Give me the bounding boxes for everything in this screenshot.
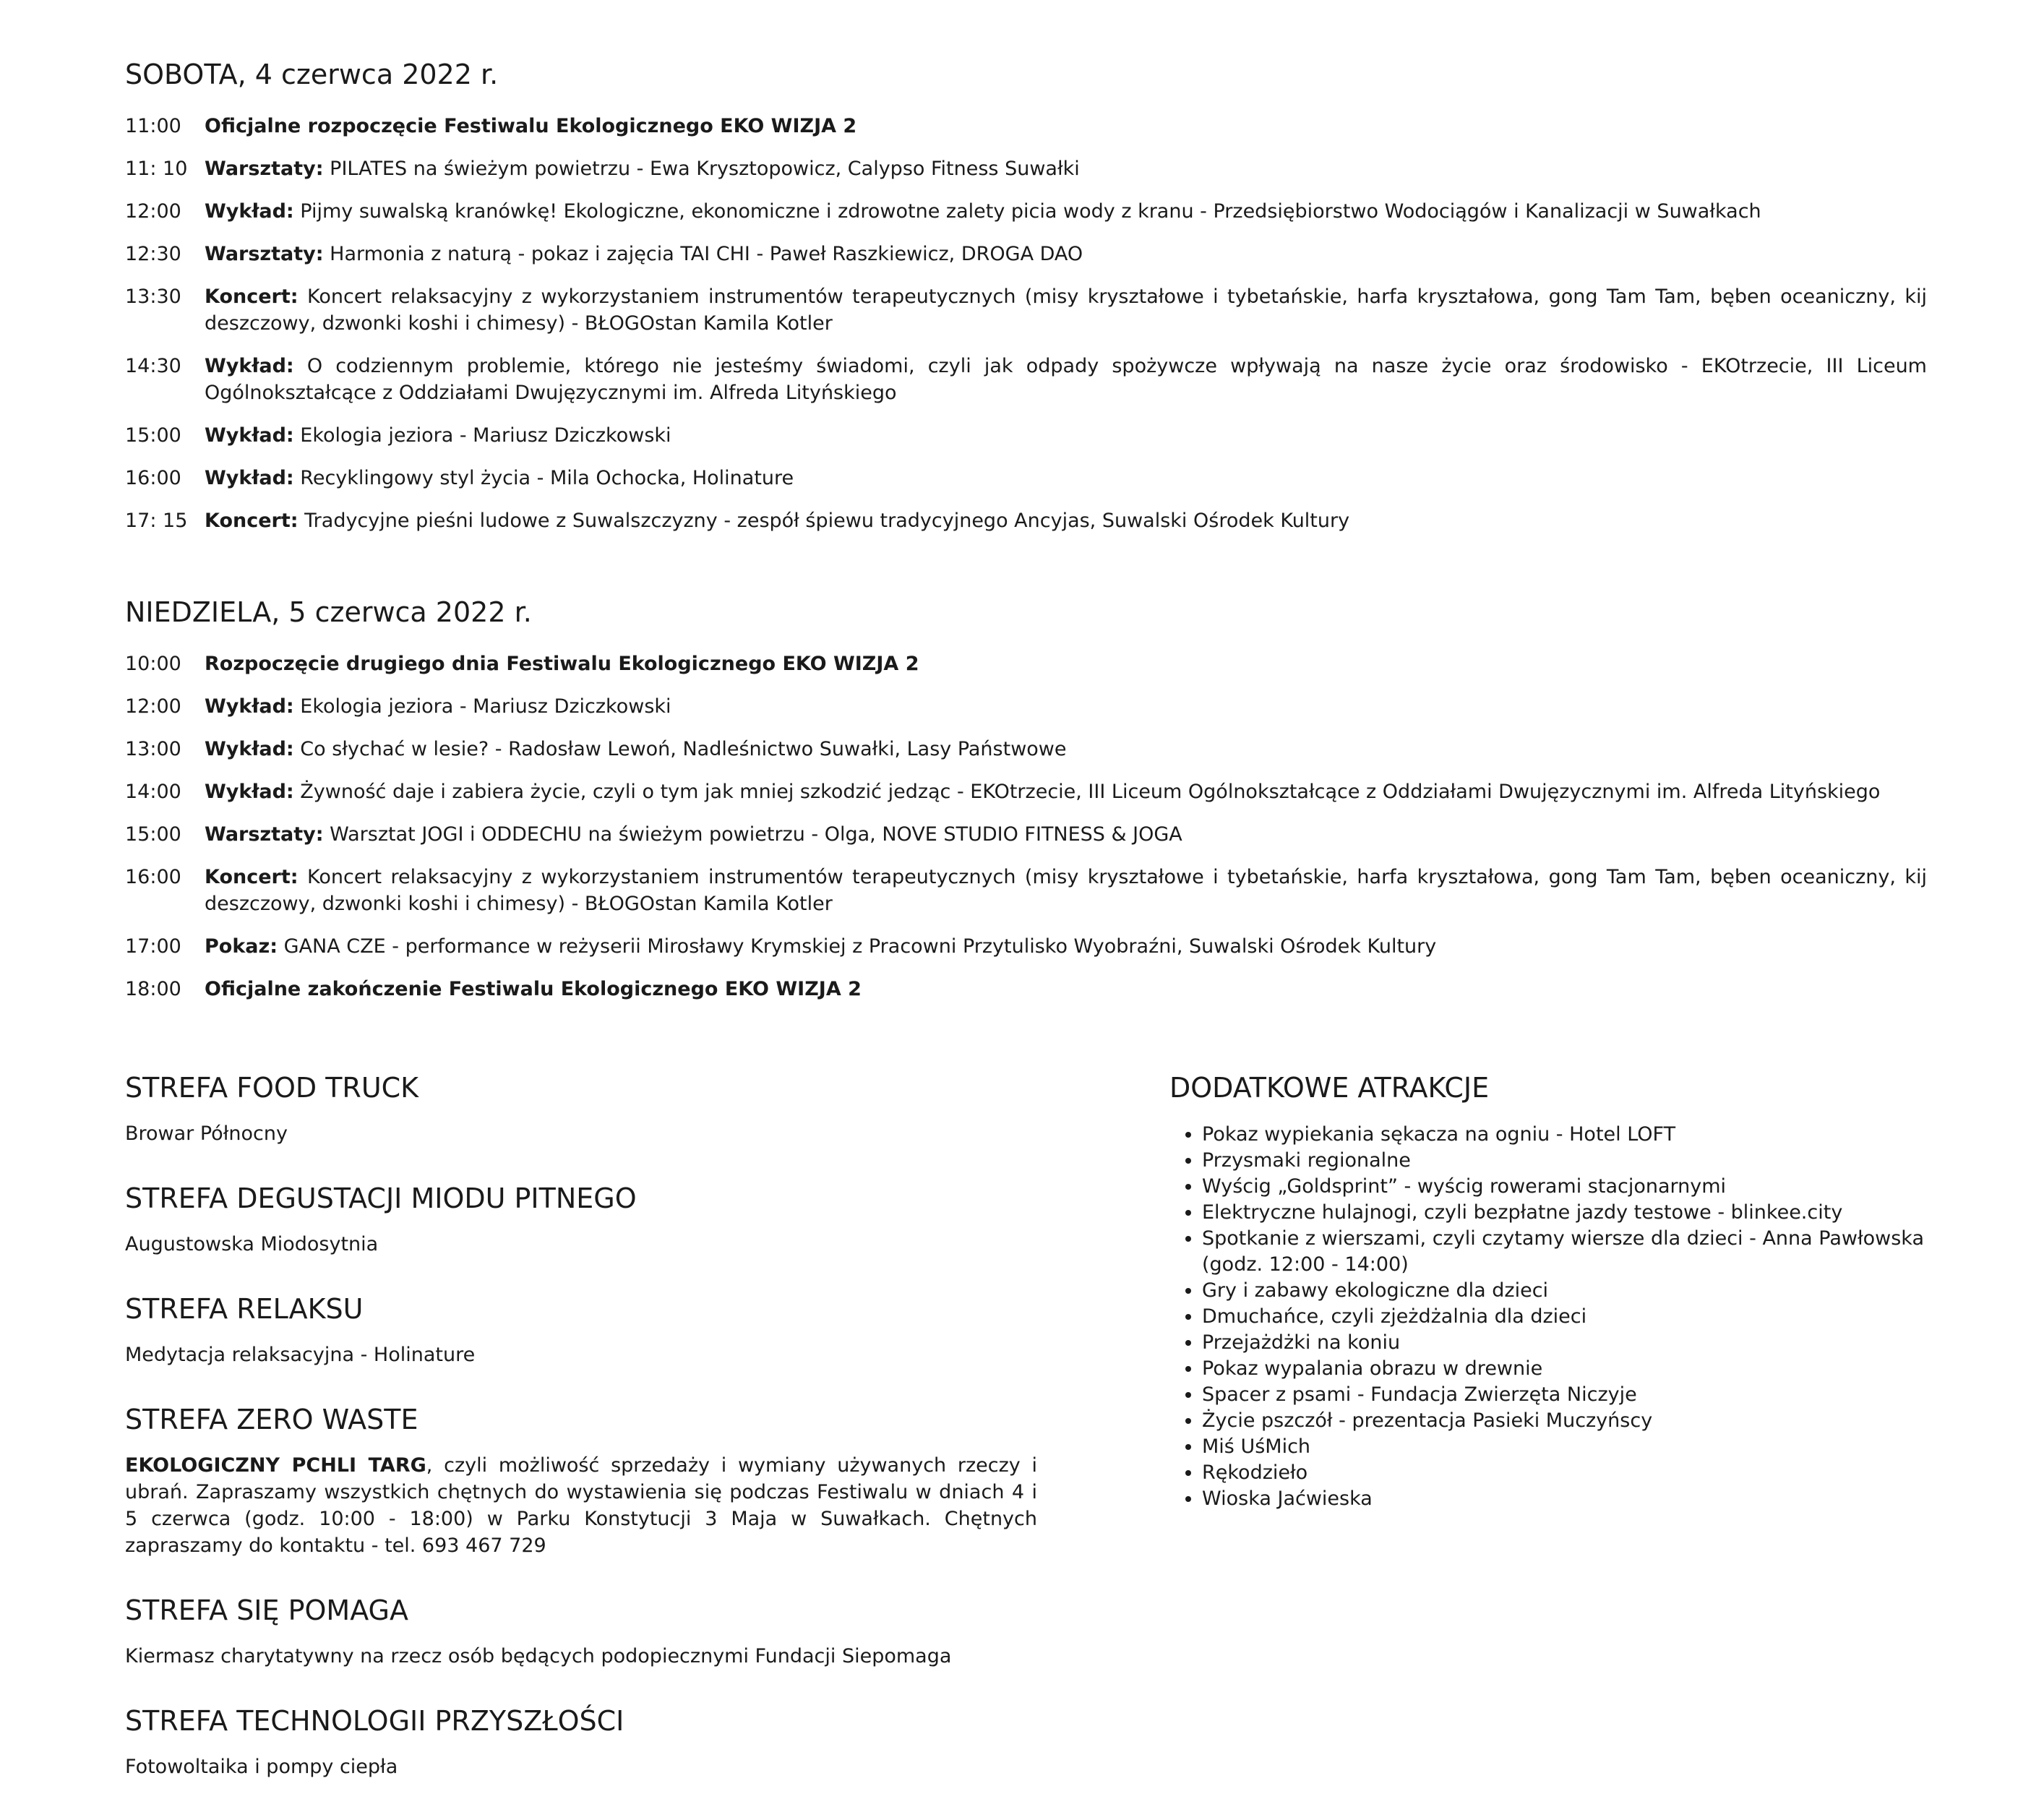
zone-text: , czyli możliwość sprzedaży i wymiany używanych rzeczy i ubrań. Zapraszamy wszystkich chętnych do wystawienia się podczas Festiwalu w dniach 4 i 5 czerwca (godz. 10:00 - 18:00) w Parku Konstytucji 3 Maja w Suwałkach. Chętnych zapraszamy do kontaktu - tel. 693 467 729 [125,1454,1038,1557]
event-type: Warsztaty: [205,158,324,180]
event-type: Wykład: [205,355,294,377]
zone-description: Kiermasz charytatywny na rzecz osób będących podopiecznymi Fundacji Siepomaga [125,1645,952,1667]
event-description [205,465,1927,491]
event-time: 17:00 [125,935,181,958]
event-description [205,736,1927,763]
zone-title: STREFA FOOD TRUCK [125,1072,419,1104]
event-type: Pokaz: [205,935,278,958]
attractions-list [1169,1122,1936,1512]
event-description [205,864,1927,917]
event-time: 12:30 [125,243,181,265]
event-description [205,422,1927,449]
event-type: Koncert: [205,510,299,532]
event-description [205,933,1927,960]
zone-title: STREFA TECHNOLOGII PRZYSZŁOŚCI [125,1705,624,1737]
event-time: 18:00 [125,978,181,1000]
list-item: • Gry i zabawy ekologiczne dla dzieci [1202,1278,1936,1304]
event-text: Koncert relaksacyjny z wykorzystaniem instrumentów terapeutycznych (misy kryształowe i tybetańskie, harfa kryształowa, gong Tam Tam, bęben oceaniczny, kij deszczowy, dzwonki koshi i chimesy) - BŁOGOstan Kamila Kotler [205,285,1927,335]
event-text: Tradycyjne pieśni ludowe z Suwalszczyzny - zespół śpiewu tradycyjnego Ancyjas, Suwalski Ośrodek Kultury [298,510,1350,532]
schedule-row [125,422,1927,449]
event-text: Ekologia jeziora - Mariusz Dziczkowski [293,695,671,718]
list-item: • Przejażdżki na koniu [1202,1330,1936,1356]
schedule-row [125,241,1927,267]
event-time: 16:00 [125,866,181,888]
schedule-row [125,933,1927,960]
event-text: Ekologia jeziora - Mariusz Dziczkowski [293,424,671,447]
event-type: Wykład: [205,200,294,223]
attractions-title: DODATKOWE ATRAKCJE [1169,1072,1490,1104]
event-type: Wykład: [205,781,294,803]
schedule-row [125,650,1927,677]
event-text: Żywność daje i zabiera życie, czyli o tym jak mniej szkodzić jedząc - EKOtrzecie, III Liceum Ogólnokształcące z Oddziałami Dwujęzycznymi im. Alfreda Lityńskiego [293,781,1881,803]
event-type: Warsztaty: [205,823,324,846]
event-text: Rozpoczęcie drugiego dnia Festiwalu Ekologicznego EKO WIZJA 2 [205,653,919,675]
zone-description: Medytacja relaksacyjna - Holinature [125,1344,476,1366]
event-text: Pijmy suwalską kranówkę! Ekologiczne, ekonomiczne i zdrowotne zalety picia wody z kranu - Przedsiębiorstwo Wodociągów i Kanalizacji w Suwałkach [293,200,1761,223]
schedule-row [125,353,1927,406]
event-description [205,353,1927,406]
event-time: 15:00 [125,424,181,447]
schedule-row [125,113,1927,139]
list-item: • Dmuchańce, czyli zjeżdżalnia dla dzieci [1202,1304,1936,1330]
list-item: • Wyścig „Goldsprint” - wyścig rowerami stacjonarnymi [1202,1174,1936,1200]
event-description [205,198,1927,225]
event-type: Wykład: [205,738,294,760]
event-type: Wykład: [205,424,294,447]
attractions-column [1169,1068,1936,1512]
event-time: 14:00 [125,781,181,803]
schedule-row [125,778,1927,805]
event-type: Wykład: [205,467,294,489]
zone-title: STREFA RELAKSU [125,1293,364,1325]
list-item: • Pokaz wypalania obrazu w drewnie [1202,1356,1936,1382]
schedule-row [125,155,1927,182]
event-text: Oficjalne zakończenie Festiwalu Ekologicznego EKO WIZJA 2 [205,978,862,1000]
schedule-row [125,507,1927,534]
list-item: • Spotkanie z wierszami, czyli czytamy wiersze dla dzieci - Anna Pawłowska (godz. 12:00 - 14:00) [1202,1226,1936,1278]
event-text: Warsztat JOGI i ODDECHU na świeżym powietrzu - Olga, NOVE STUDIO FITNESS & JOGA [323,823,1182,846]
event-description [205,778,1927,805]
event-text: Koncert relaksacyjny z wykorzystaniem instrumentów terapeutycznych (misy kryształowe i tybetańskie, harfa kryształowa, gong Tam Tam, bęben oceaniczny, kij deszczowy, dzwonki koshi i chimesy) - BŁOGOstan Kamila Kotler [205,866,1927,915]
schedule-row [125,821,1927,848]
event-description [205,155,1927,182]
event-time: 15:00 [125,823,181,846]
zone-description: Augustowska Miodosytnia [125,1233,379,1255]
zone-description: Browar Północny [125,1122,288,1145]
zone-title: STREFA DEGUSTACJI MIODU PITNEGO [125,1182,637,1214]
list-item: • Rękodzieło [1202,1460,1936,1486]
saturday-title: SOBOTA, 4 czerwca 2022 r. [125,59,499,90]
list-item: • Pokaz wypiekania sękacza na ogniu - Hotel LOFT [1202,1122,1936,1148]
event-description [205,241,1927,267]
list-item: • Spacer z psami - Fundacja Zwierzęta Niczyje [1202,1382,1936,1408]
event-time: 11:00 [125,115,181,137]
event-text: PILATES na świeżym powietrzu - Ewa Krysztopowicz, Calypso Fitness Suwałki [323,158,1080,180]
saturday-schedule [125,113,1927,534]
event-time: 11: 10 [125,158,188,180]
event-time: 13:00 [125,738,181,760]
event-description [205,507,1927,534]
event-text: Co słychać w lesie? - Radosław Lewoń, Nadleśnictwo Suwałki, Lasy Państwowe [293,738,1067,760]
event-time: 12:00 [125,200,181,223]
event-text: O codziennym problemie, którego nie jesteśmy świadomi, czyli jak odpady spożywcze wpływają na nasze życie oraz środowisko - EKOtrzecie, III Liceum Ogólnokształcące z Oddziałami Dwujęzycznymi im. Alfreda Lityńskiego [205,355,1927,404]
event-type: Koncert: [205,866,299,888]
list-item: • Miś UśMich [1202,1434,1936,1460]
saturday-section [125,55,1927,550]
event-time: 10:00 [125,653,181,675]
event-text: GANA CZE - performance w reżyserii Mirosławy Krymskiej z Pracowni Przytulisko Wyobraźni, Suwalski Ośrodek Kultury [278,935,1437,958]
schedule-row [125,693,1927,720]
event-type: Wykład: [205,695,294,718]
event-time: 13:30 [125,285,181,308]
event-time: 12:00 [125,695,181,718]
event-description [205,693,1927,720]
schedule-row [125,198,1927,225]
sunday-schedule [125,650,1927,1002]
event-text: Harmonia z naturą - pokaz i zajęcia TAI CHI - Paweł Raszkiewicz, DROGA DAO [323,243,1083,265]
schedule-row [125,283,1927,337]
event-type: Warsztaty: [205,243,324,265]
list-item: • Elektryczne hulajnogi, czyli bezpłatne jazdy testowe - blinkee.city [1202,1200,1936,1226]
event-type: Koncert: [205,285,299,308]
zone-description [125,1452,1037,1559]
schedule-row [125,465,1927,491]
sunday-section [125,593,1927,1018]
event-description [205,821,1927,848]
list-item: • Życie pszczół - prezentacja Pasieki Muczyńscy [1202,1408,1936,1434]
sunday-title: NIEDZIELA, 5 czerwca 2022 r. [125,596,532,628]
zone-title: STREFA ZERO WASTE [125,1404,418,1435]
list-item: • Wioska Jaćwieska [1202,1486,1936,1512]
zone-lead: EKOLOGICZNY PCHLI TARG [125,1454,426,1477]
schedule-row [125,736,1927,763]
zones-column [125,1068,1037,1812]
event-time: 16:00 [125,467,181,489]
zone-title: STREFA SIĘ POMAGA [125,1594,408,1626]
event-time: 14:30 [125,355,181,377]
event-text: Oficjalne rozpoczęcie Festiwalu Ekologicznego EKO WIZJA 2 [205,115,857,137]
schedule-row [125,864,1927,917]
event-description [205,283,1927,337]
event-time: 17: 15 [125,510,188,532]
schedule-row [125,976,1927,1002]
zone-description: Fotowoltaika i pompy ciepła [125,1756,398,1778]
list-item: • Przysmaki regionalne [1202,1148,1936,1174]
event-text: Recyklingowy styl życia - Mila Ochocka, Holinature [293,467,794,489]
